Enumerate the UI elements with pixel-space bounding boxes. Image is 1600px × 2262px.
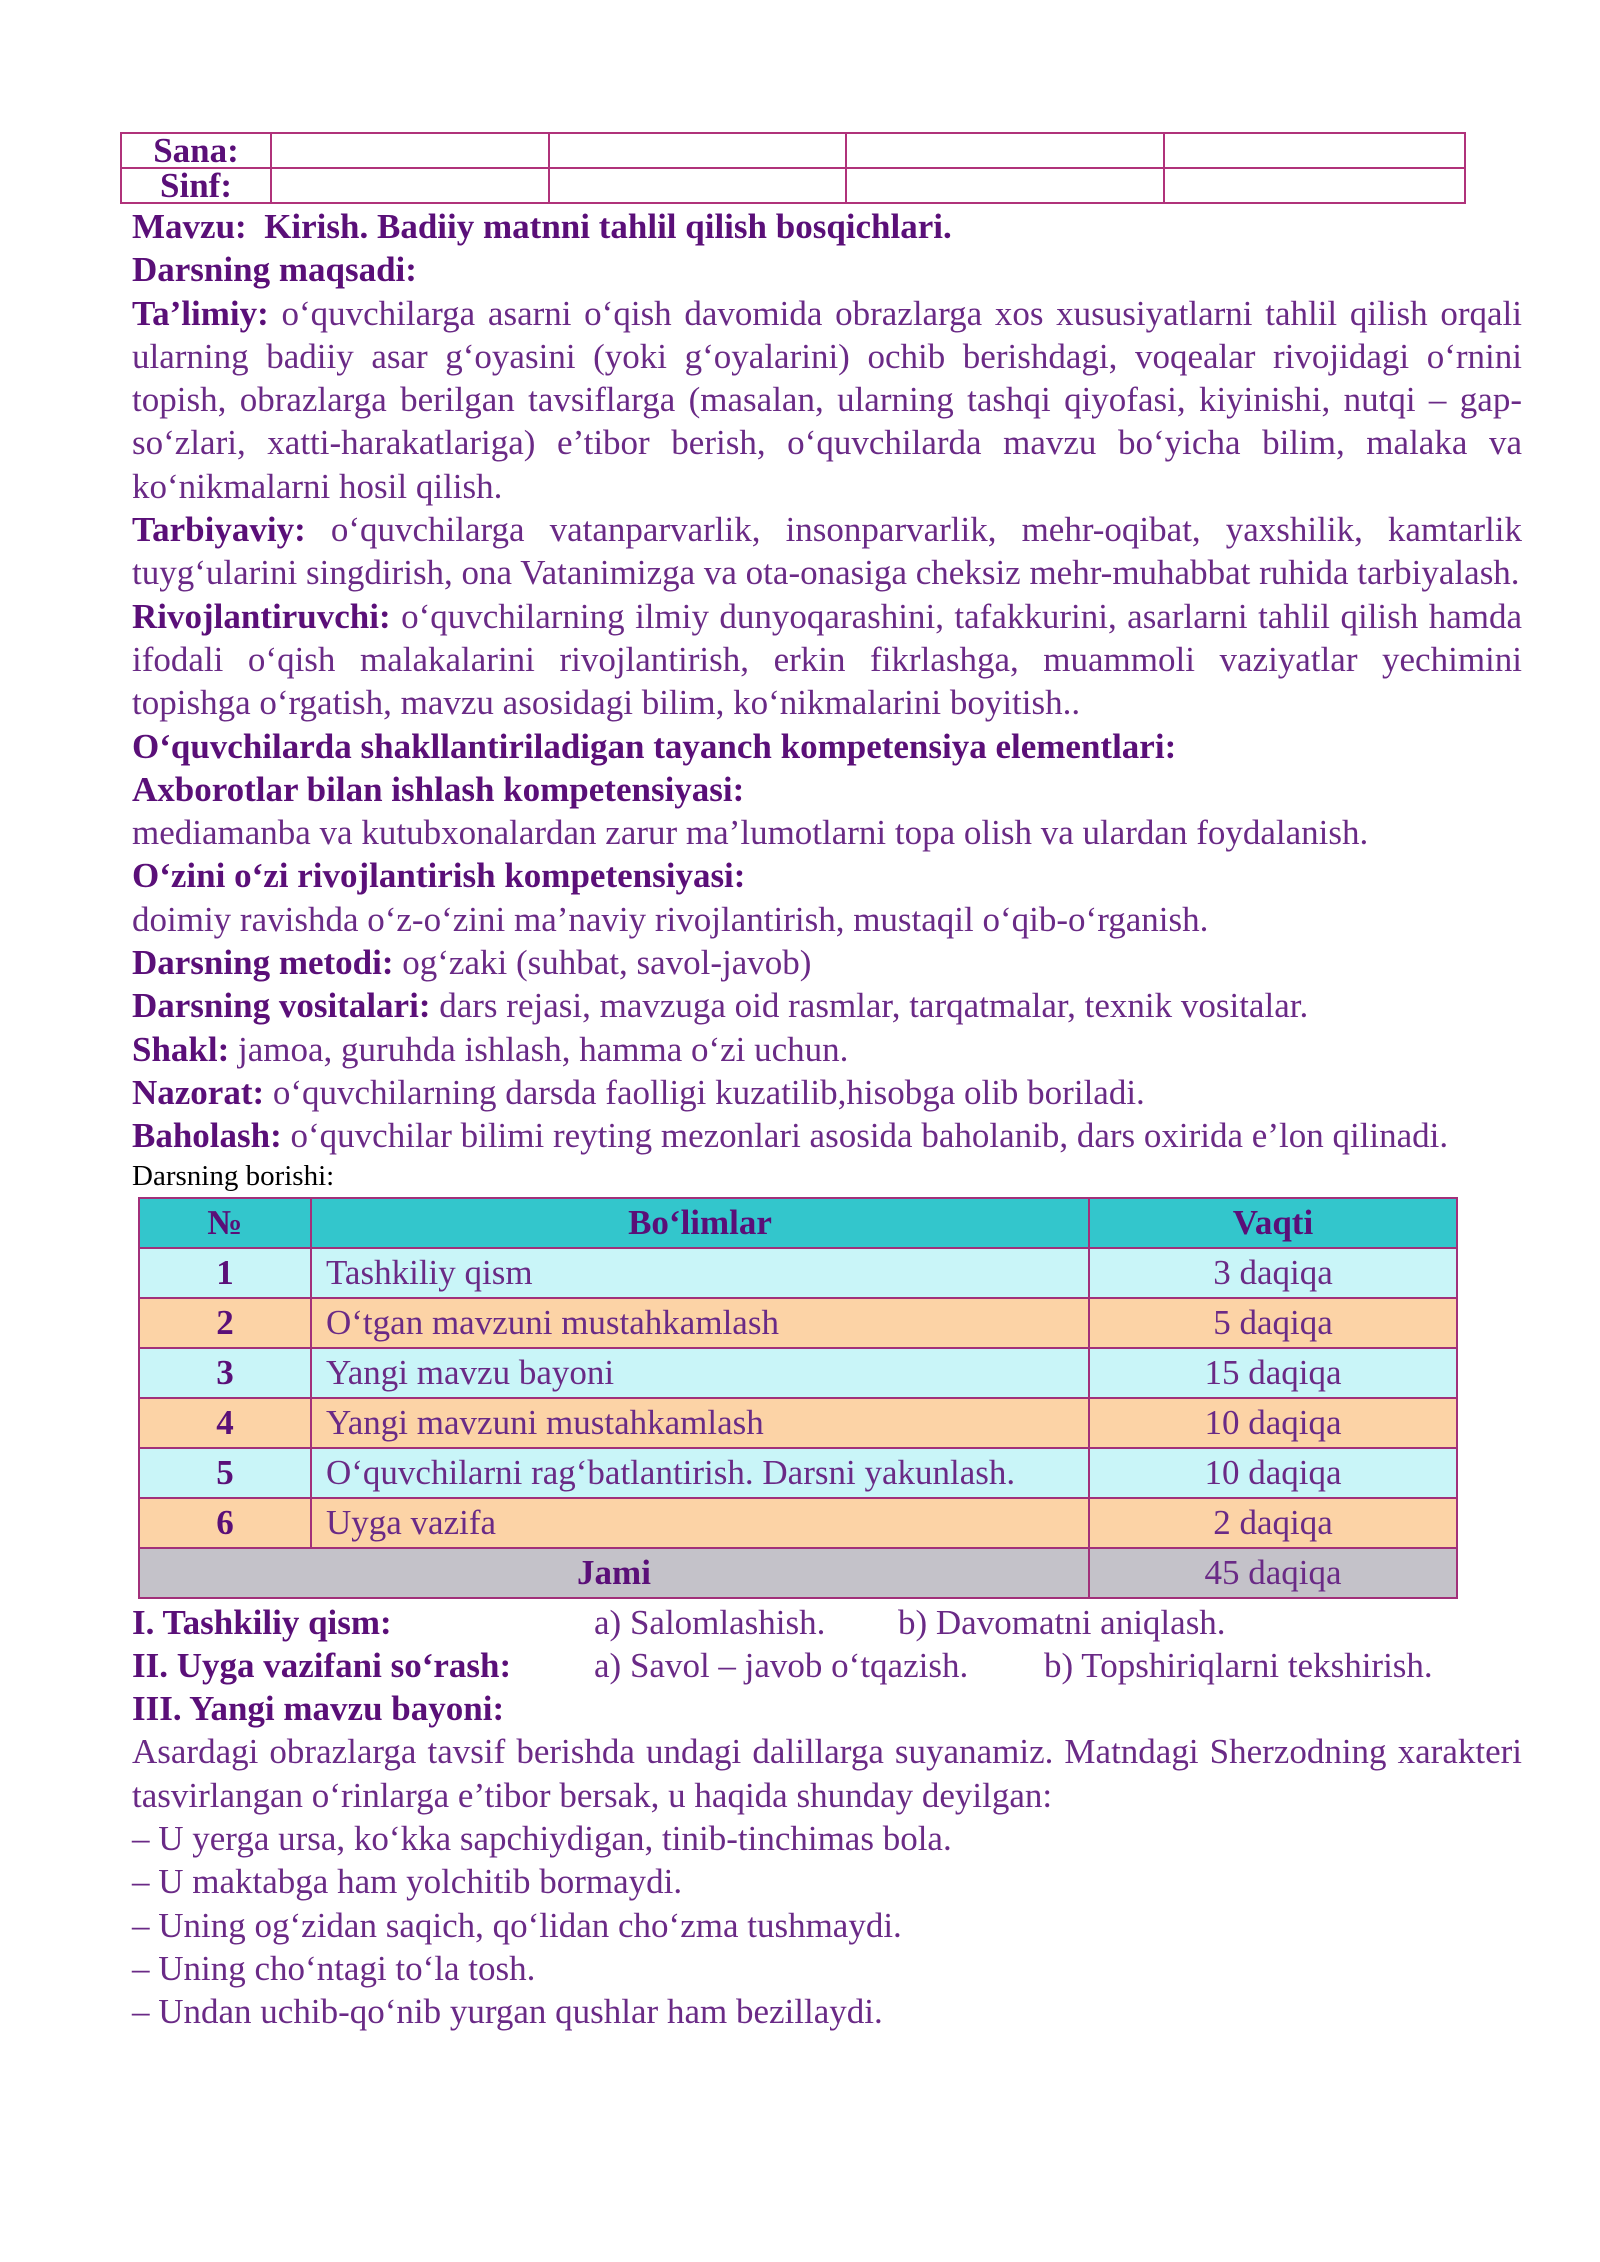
row-number: 1 (139, 1248, 311, 1298)
assessment-text: o‘quvchilar bilimi reyting mezonlari asosida baholanib, dars oxirida e’lon qilinadi. (290, 1116, 1449, 1156)
developmental-goal-label: Rivojlantiruvchi: (132, 596, 391, 636)
table-row (139, 1348, 1457, 1398)
row-section: Yangi mavzu bayoni (311, 1348, 1089, 1398)
col-section-header: Bo‘limlar (311, 1198, 1089, 1248)
row-number: 2 (139, 1298, 311, 1348)
row-number: 6 (139, 1498, 311, 1548)
date-class-table (120, 132, 1466, 204)
self-dev-competence-text: doimiy ravishda o‘z-o‘zini ma’naviy rivojlantirish, mustaqil o‘qib-o‘rganish. (132, 899, 1209, 939)
col-number-header: № (139, 1198, 311, 1248)
topic-line (132, 205, 1522, 248)
table-row (139, 1248, 1457, 1298)
developmental-goal-text: o‘quvchilarning ilmiy dunyoqarashini, tafakkurini, asarlarni tahlil qilish hamda ifodali o‘qish malakalarini rivojlantirish, erkin fikrlashga, muammoli vaziyatlar yechimini topishga o‘rgatish, mavzu asosidagi bilim, ko‘nikmalarini boyitish.. (132, 596, 1523, 723)
class-cell[interactable] (1164, 168, 1465, 203)
tools-line (132, 984, 1522, 1027)
table-row (139, 1498, 1457, 1548)
control-label: Nazorat: (132, 1072, 265, 1112)
row-section: Yangi mavzuni mustahkamlash (311, 1398, 1089, 1448)
class-cell[interactable] (549, 168, 846, 203)
date-cell[interactable] (549, 133, 846, 168)
list-item: – Uning cho‘ntagi to‘la tosh. (132, 1948, 536, 1988)
upbringing-goal-label: Tarbiyaviy: (132, 510, 306, 550)
info-competence-heading: Axborotlar bilan ishlash kompetensiyasi: (132, 769, 745, 809)
developmental-goal (132, 595, 1522, 725)
assessment-label: Baholash: (132, 1116, 282, 1156)
total-time: 45 daqiqa (1089, 1548, 1457, 1598)
class-cell[interactable] (846, 168, 1164, 203)
row-time: 3 daqiqa (1089, 1248, 1457, 1298)
control-line (132, 1071, 1522, 1114)
row-time: 10 daqiqa (1089, 1448, 1457, 1498)
upbringing-goal (132, 508, 1522, 595)
col-time-header: Vaqti (1089, 1198, 1457, 1248)
list-item: – Uning og‘zidan saqich, qo‘lidan cho‘zma tushmaydi. (132, 1905, 902, 1945)
step-homework-check (132, 1644, 1522, 1687)
educational-goal-label: Ta’limiy: (132, 293, 269, 333)
step-homework-check-label: II. Uyga vazifani so‘rash: (132, 1645, 512, 1685)
topic-label: Mavzu: (132, 207, 247, 246)
topic-text: Kirish. Badiiy matnni tahlil qilish bosqichlari. (264, 207, 952, 246)
schedule-total-row (139, 1548, 1457, 1598)
lesson-schedule-table (138, 1197, 1458, 1599)
row-time: 10 daqiqa (1089, 1398, 1457, 1448)
list-item: – U yerga ursa, ko‘kka sapchiydigan, tinib-tinchimas bola. (132, 1819, 952, 1859)
date-cell[interactable] (271, 133, 549, 168)
self-dev-competence-heading: O‘zini o‘zi rivojlantirish kompetensiyasi: (132, 856, 746, 896)
row-number: 4 (139, 1398, 311, 1448)
upbringing-goal-text: o‘quvchilarga vatanparvarlik, insonparvarlik, mehr-oqibat, yaxshilik, kamtarlik tuyg‘ularini singdirish, ona Vatanimizga va ota-onasiga cheksiz mehr-muhabbat ruhida tarbiyalash. (132, 510, 1523, 593)
educational-goal-text: o‘quvchilarga asarni o‘qish davomida obrazlarga xos xususiyatlarni tahlil qilish orqali ularning badiiy asar g‘oyasini (yoki g‘oyalarini) ochib berishdagi, voqealar rivojidagi o‘rnini topish, obrazlarga berilgan tavsiflarga (masalan, ularning tashqi qiyofasi, kiyinishi, nutqi – gap-so‘zlari, xatti-harakatlariga) e’tibor berish, o‘quvchilarda mavzu bo‘yicha bilim, malaka va ko‘nikmalarni hosil qilish. (132, 293, 1522, 506)
list-item: – Undan uchib-qo‘nib yurgan qushlar ham bezillaydi. (132, 1992, 883, 2032)
assessment-line (132, 1114, 1522, 1157)
form-text: jamoa, guruhda ishlash, hamma o‘zi uchun. (238, 1029, 849, 1069)
table-row (139, 1398, 1457, 1448)
table-row (139, 1298, 1457, 1348)
intro-paragraph: Asardagi obrazlarga tavsif berishda undagi dalillarga suyanamiz. Matndagi Sherzodning xarakteri tasvirlangan o‘rinlarga e’tibor bersak, u haqida shunday deyilgan: (132, 1732, 1522, 1815)
total-label: Jami (139, 1548, 1089, 1598)
row-section: O‘quvchilarni rag‘batlantirish. Darsni yakunlash. (311, 1448, 1089, 1498)
row-time: 15 daqiqa (1089, 1348, 1457, 1398)
step-homework-check-b: b) Topshiriqlarni tekshirish. (1044, 1645, 1433, 1685)
date-cell[interactable] (1164, 133, 1465, 168)
row-section: Tashkiliy qism (311, 1248, 1089, 1298)
method-label: Darsning metodi: (132, 943, 394, 983)
row-section: O‘tgan mavzuni mustahkamlash (311, 1298, 1089, 1348)
step-organizational-label: I. Tashkiliy qism: (132, 1602, 392, 1642)
date-cell[interactable] (846, 133, 1164, 168)
step-organizational-b: b) Davomatni aniqlash. (898, 1602, 1226, 1642)
lesson-flow-label: Darsning borishi: (132, 1159, 335, 1192)
lesson-plan-page (132, 132, 1522, 2034)
method-text: og‘zaki (suhbat, savol-javob) (402, 943, 812, 983)
step-homework-check-a: a) Savol – javob o‘tqazish. (594, 1645, 969, 1685)
class-label: Sinf: (121, 168, 271, 203)
control-text: o‘quvchilarning darsda faolligi kuzatilib,hisobga olib boriladi. (272, 1072, 1145, 1112)
step-organizational-a: a) Salomlashish. (594, 1602, 826, 1642)
form-label: Shakl: (132, 1029, 230, 1069)
schedule-header-row (139, 1198, 1457, 1248)
table-row (139, 1448, 1457, 1498)
list-item: – U maktabga ham yolchitib bormaydi. (132, 1862, 683, 1902)
step-organizational (132, 1601, 1522, 1644)
tools-text: dars rejasi, mavzuga oid rasmlar, tarqatmalar, texnik vositalar. (439, 986, 1309, 1026)
step-new-topic-label: III. Yangi mavzu bayoni: (132, 1689, 505, 1729)
row-time: 2 daqiqa (1089, 1498, 1457, 1548)
goals-heading: Darsning maqsadi: (132, 250, 417, 290)
row-number: 3 (139, 1348, 311, 1398)
date-label: Sana: (121, 133, 271, 168)
row-number: 5 (139, 1448, 311, 1498)
competence-heading: O‘quvchilarda shakllantiriladigan tayanch kompetensiya elementlari: (132, 726, 1177, 766)
date-row (121, 133, 1465, 168)
row-section: Uyga vazifa (311, 1498, 1089, 1548)
tools-label: Darsning vositalari: (132, 986, 431, 1026)
row-time: 5 daqiqa (1089, 1298, 1457, 1348)
class-row (121, 168, 1465, 203)
class-cell[interactable] (271, 168, 549, 203)
educational-goal (132, 292, 1522, 508)
form-line (132, 1028, 1522, 1071)
info-competence-text: mediamanba va kutubxonalardan zarur ma’lumotlarni topa olish va ulardan foydalanish. (132, 813, 1369, 853)
method-line (132, 941, 1522, 984)
